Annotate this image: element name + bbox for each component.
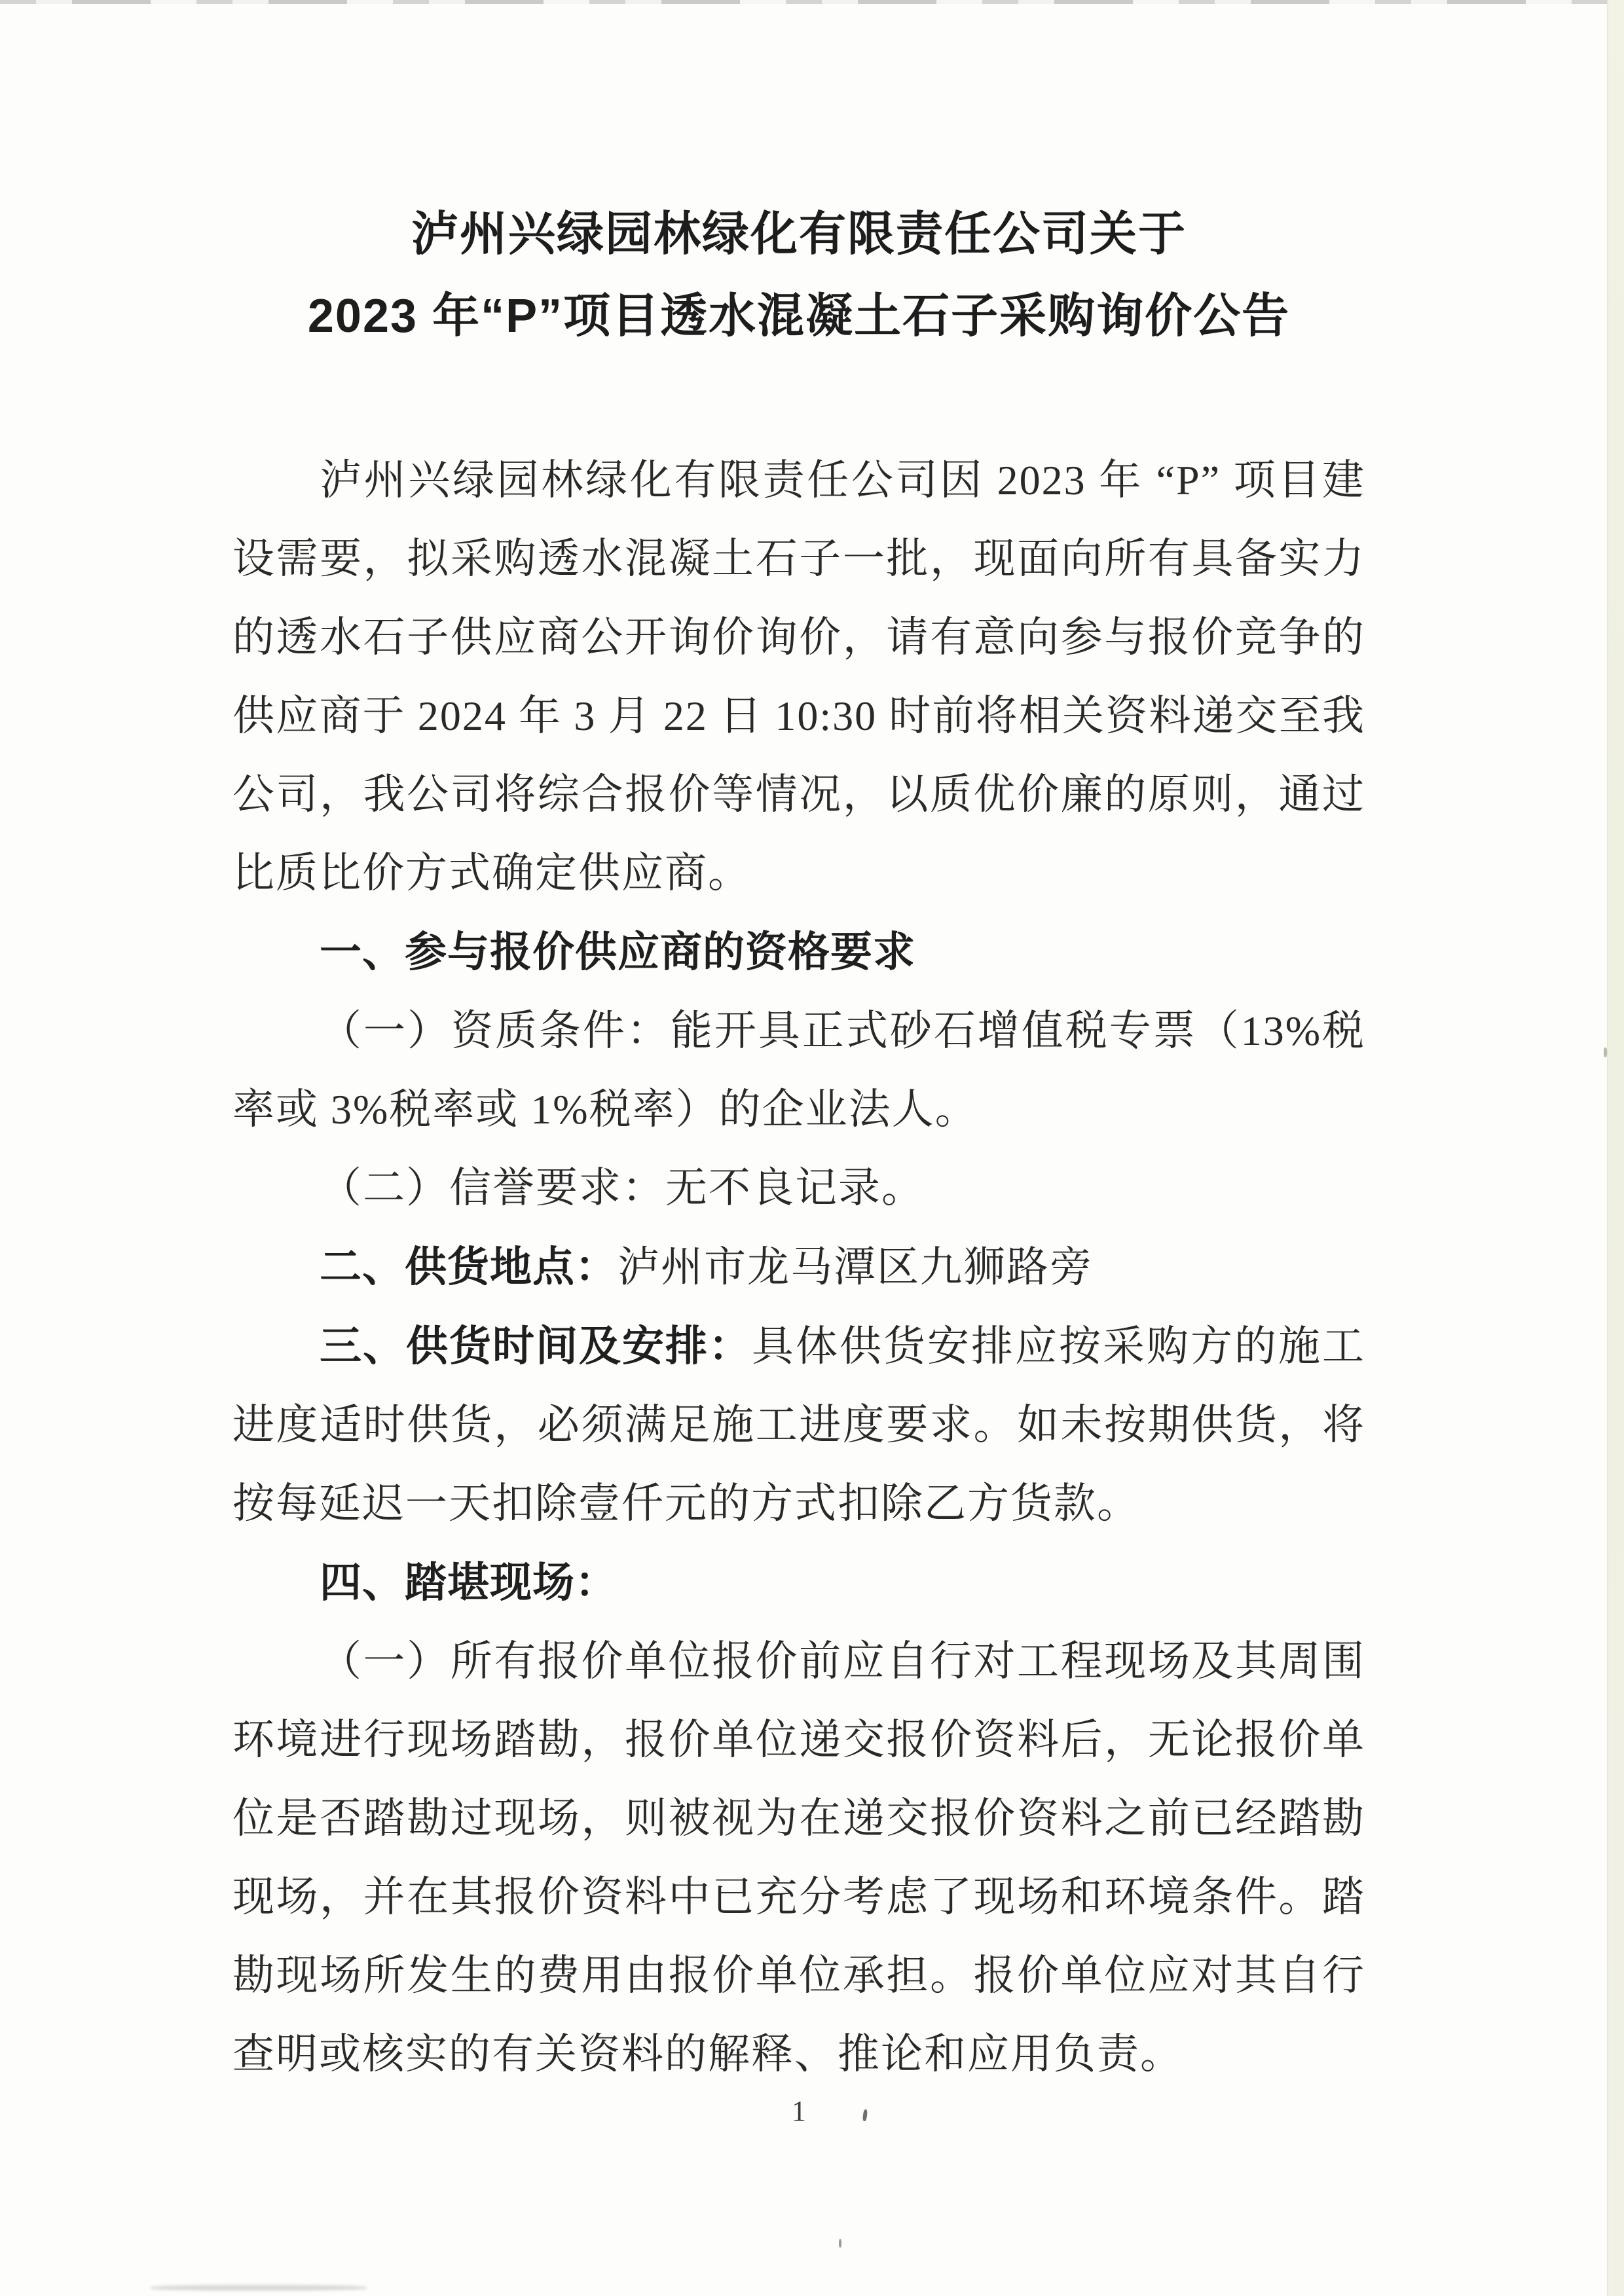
supply-schedule-text: 具体供货安排应按采购方的施工进度适时供货，必须满足施工进度要求。如未按期供货，将按每延迟一天扣除壹仟元的方式扣除乙方货款。 xyxy=(232,1323,1365,1527)
document-body xyxy=(232,441,1365,2094)
paragraph-credit-requirement: （二）信誉要求：无不良记录。 xyxy=(320,1165,925,1211)
document-title-line-1: 泸州兴绿园林绿化有限责任公司关于 xyxy=(411,208,1187,261)
document-content xyxy=(232,194,1365,2094)
paragraph-supply-schedule xyxy=(232,1307,1365,1543)
paragraph-qualification-requirement: （一）资质条件：能开具正式砂石增值税专票（13%税率或 3%税率或 1%税率）的企业法人。 xyxy=(232,1008,1365,1133)
paragraph-site-survey: （一）所有报价单位报价前应自行对工程现场及其周围环境进行现场踏勘，报价单位递交报价资料后，无论报价单位是否踏勘过现场，则被视为在递交报价资料之前已经踏勘现场，并在其报价资料中已充分考虑了现场和环境条件。踏勘现场所发生的费用由报价单位承担。报价单位应对其自行查明或核实的有关资料的解释、推论和应用负责。 xyxy=(232,1638,1365,2077)
scan-speck xyxy=(839,2239,841,2248)
heading-section-3-label: 三、供货时间及安排： xyxy=(320,1322,752,1370)
supply-location-text: 泸州市龙马潭区九狮路旁 xyxy=(618,1244,1093,1290)
paragraph-supply-location xyxy=(232,1228,1365,1307)
page-number: 1 xyxy=(792,2095,806,2127)
paragraph-intro: 泸州兴绿园林绿化有限责任公司因 2023 年 “P” 项目建设需要，拟采购透水混凝土石子一批，现面向所有具备实力的透水石子供应商公开询价询价，请有意向参与报价竞争的供应商于 2024 年 3 月 22 日 10:30 时前将相关资料递交至我公司，我公司将综合报价等情况，以质优价廉的原则，通过比质比价方式确定供应商。 xyxy=(232,457,1365,896)
heading-section-1 xyxy=(232,913,1365,992)
heading-section-4-label: 四、踏堪现场： xyxy=(320,1559,618,1606)
scan-top-edge-artifact xyxy=(0,0,1624,4)
scan-smudge xyxy=(151,2285,367,2291)
heading-section-4 xyxy=(232,1543,1365,1622)
heading-section-1-label: 一、参与报价供应商的资格要求 xyxy=(320,928,915,975)
scan-right-edge-strip xyxy=(1607,0,1624,2296)
heading-section-2-label: 二、供货地点： xyxy=(320,1243,618,1290)
document-title-line-2: 2023 年“P”项目透水混凝土石子采购询价公告 xyxy=(307,290,1291,342)
scan-speck xyxy=(1604,1048,1607,1057)
